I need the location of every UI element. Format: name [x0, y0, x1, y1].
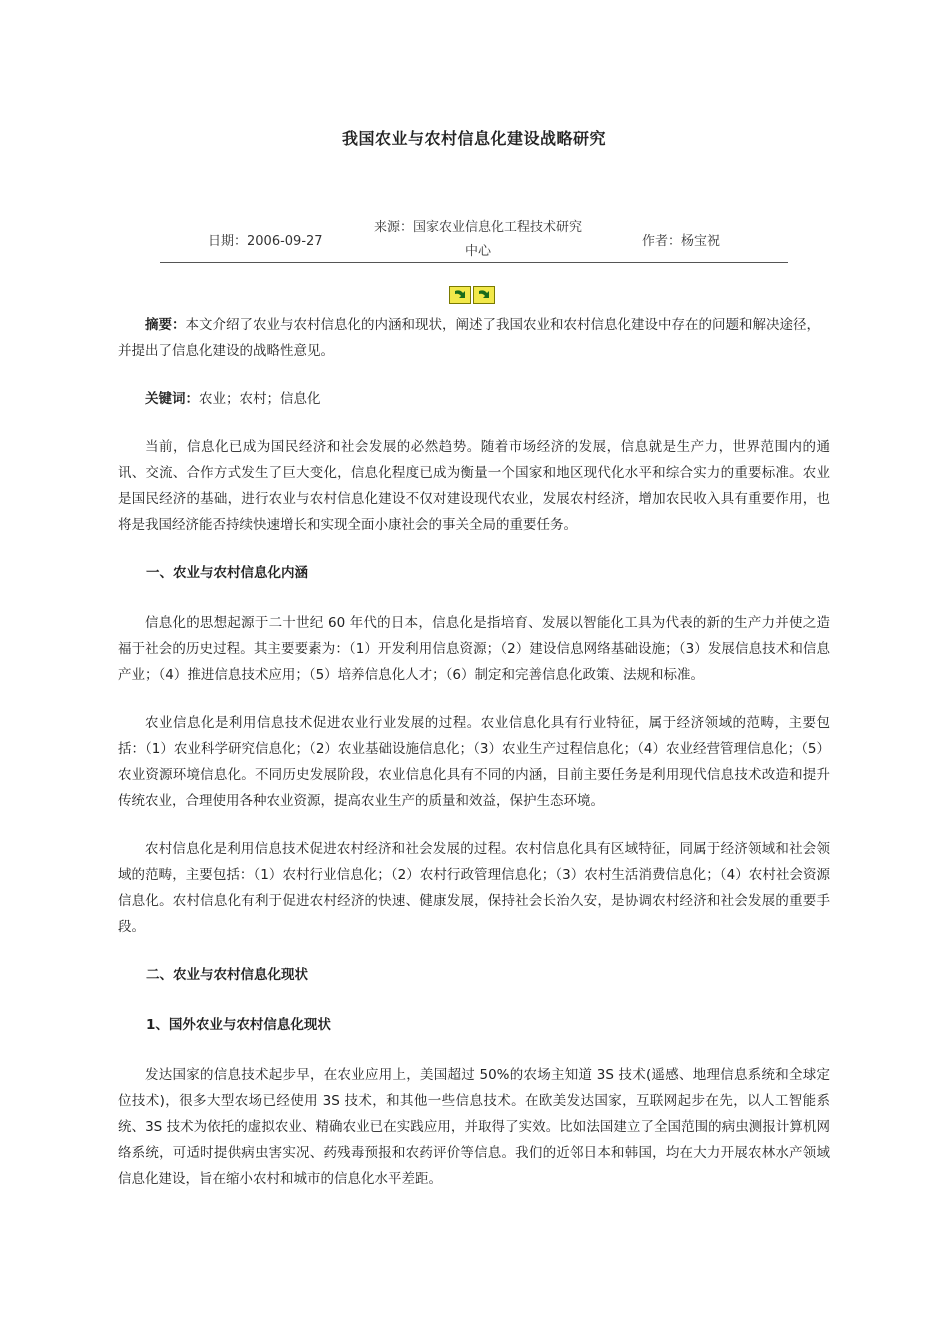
article-title: 我国农业与农村信息化建设战略研究 [341, 129, 606, 148]
abstract-paragraph [118, 312, 830, 364]
section2-paragraph-1: 发达国家的信息技术起步早，在农业应用上，美国超过 50%的农场主知道 3S 技术(遥感、地理信息系统和全球定位技术)，很多大型农场已经使用 3S 技术，和其他一些信息技术。在欧美发达国家，互联网起步在先，以人工智能系统、3S 技术为依托的虚拟农业、精确农业已在实践应用，并取得了实效。比如法国建立了全国范围的病虫测报计算机网络系统，可适时提供病虫害实况、药残毒预报和农药评价等信息。我们的近邻日本和韩国，均在大力开展农林水产领域信息化建设，旨在缩小农村和城市的信息化水平差距。 [118, 1067, 830, 1187]
article-source: 来源：国家农业信息化工程技术研究中心 [373, 220, 582, 259]
article-meta [160, 214, 788, 260]
header-divider [160, 262, 788, 263]
section-heading-2: 二、农业与农村信息化现状 [146, 967, 308, 983]
article-author: 作者：杨宝祝 [642, 234, 721, 249]
article-body [118, 312, 830, 1214]
keywords-paragraph [118, 386, 830, 412]
page-nav-icons [449, 286, 499, 306]
section1-paragraph-2: 农业信息化是利用信息技术促进农业行业发展的过程。农业信息化具有行业特征，属于经济领域的范畴，主要包括：（1）农业科学研究信息化；（2）农业基础设施信息化；（3）农业生产过程信息化；（4）农业经营管理信息化；（5）农业资源环境信息化。不同历史发展阶段，农业信息化具有不同的内涵，目前主要任务是利用现代信息技术改造和提升传统农业，合理使用各种农业资源，提高农业生产的质量和效益，保护生态环境。 [118, 715, 830, 809]
section1-paragraph-1: 信息化的思想起源于二十世纪 60 年代的日本，信息化是指培育、发展以智能化工具为代表的新的生产力并使之造福于社会的历史过程。其主要要素为：（1）开发利用信息资源；（2）建设信息网络基础设施；（3）发展信息技术和信息产业；（4）推进信息技术应用；（5）培养信息化人才；（6）制定和完善信息化政策、法规和标准。 [118, 615, 830, 683]
keywords-text: 农业；农村；信息化 [199, 391, 321, 407]
abstract-text: 本文介绍了农业与农村信息化的内涵和现状，阐述了我国农业和农村信息化建设中存在的问题和解决途径，并提出了信息化建设的战略性意见。 [118, 317, 820, 359]
section1-paragraph-3: 农村信息化是利用信息技术促进农村经济和社会发展的过程。农村信息化具有区域特征，同属于经济领域和社会领域的范畴，主要包括：（1）农村行业信息化；（2）农村行政管理信息化；（3）农村生活消费信息化；（4）农村社会资源信息化。农村信息化有利于促进农村经济的快速、健康发展，保持社会长治久安，是协调农村经济和社会发展的重要手段。 [118, 841, 830, 935]
keywords-label: 关键词： [145, 391, 199, 407]
publish-date: 日期：2006-09-27 [208, 234, 323, 249]
previous-page-icon[interactable] [449, 286, 471, 304]
next-page-icon[interactable] [473, 286, 495, 304]
subsection-heading-2-1: 1、国外农业与农村信息化现状 [146, 1017, 331, 1033]
section-heading-1: 一、农业与农村信息化内涵 [146, 565, 308, 581]
abstract-label: 摘要： [145, 317, 186, 333]
intro-paragraph: 当前，信息化已成为国民经济和社会发展的必然趋势。随着市场经济的发展，信息就是生产力，世界范围内的通讯、交流、合作方式发生了巨大变化，信息化程度已成为衡量一个国家和地区现代化水平和综合实力的重要标准。农业是国民经济的基础，进行农业与农村信息化建设不仅对建设现代农业，发展农村经济，增加农民收入具有重要作用，也将是我国经济能否持续快速增长和实现全面小康社会的事关全局的重要任务。 [118, 439, 830, 533]
